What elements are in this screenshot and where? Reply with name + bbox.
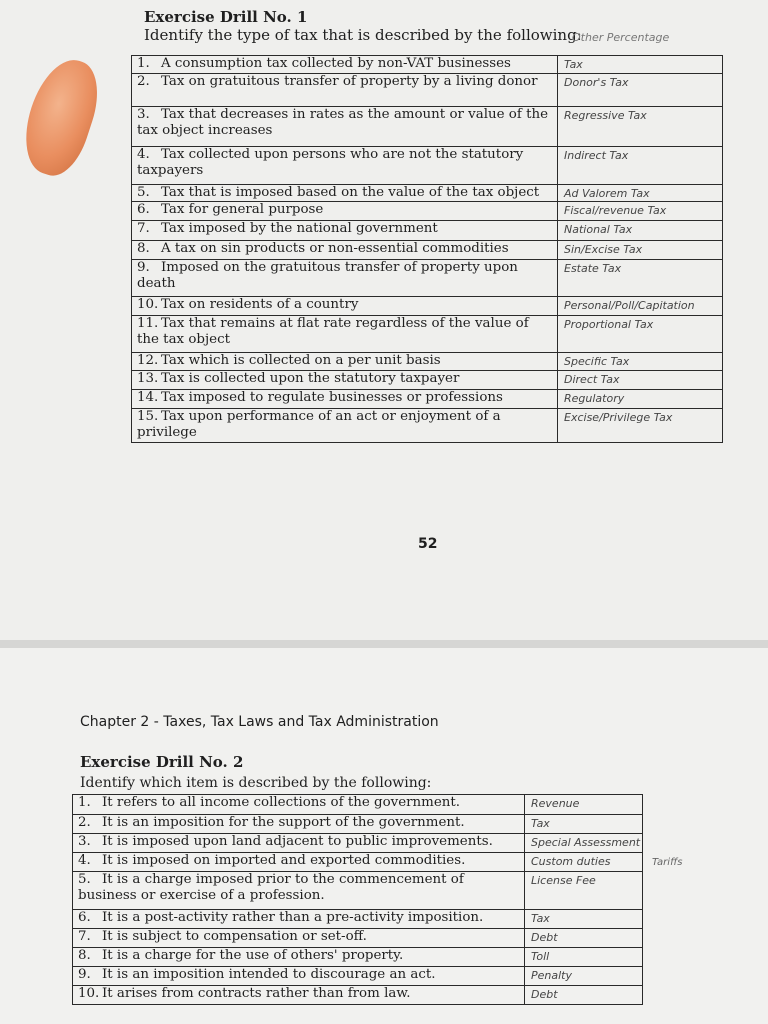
drill2-item-text: It arises from contracts rather than from law. (102, 986, 411, 1001)
drill2-item-text: It is an imposition intended to discourage an act. (102, 967, 436, 982)
drill1-handwritten-answer: Regressive Tax (558, 107, 723, 147)
drill2-row (73, 834, 643, 853)
drill1-handwritten-answer: Regulatory (558, 390, 723, 409)
drill1-handwritten-answer: Sin/Excise Tax (558, 241, 723, 260)
drill1-question (132, 371, 558, 390)
drill1-item-text: Tax upon performance of an act or enjoyment of a privilege (137, 409, 501, 440)
drill2-item-number: 3. (78, 834, 91, 849)
drill1-item-number: 1. (137, 56, 150, 71)
drill1-question (132, 353, 558, 371)
drill2-question (73, 795, 525, 815)
drill1-handwritten-answer: Donor's Tax (558, 74, 723, 107)
drill1-question (132, 74, 558, 107)
drill1-item-text: Tax that is imposed based on the value of the tax object (161, 185, 540, 200)
drill1-item-number: 15. (137, 409, 159, 424)
drill2-item-number: 2. (78, 815, 91, 830)
drill2-question (73, 853, 525, 872)
drill1-question (132, 390, 558, 409)
drill1-item-number: 5. (137, 185, 150, 200)
drill1-row (132, 316, 723, 353)
drill1-question (132, 107, 558, 147)
drill2-handwritten-answer: Tax (525, 815, 643, 834)
drill1-row (132, 371, 723, 390)
drill2-item-number: 7. (78, 929, 91, 944)
drill2-question (73, 910, 525, 929)
drill1-row (132, 297, 723, 316)
drill1-handwritten-answer: Tax (558, 56, 723, 74)
drill2-item-text: It is an imposition for the support of the government. (102, 815, 465, 830)
drill2-handwritten-answer: Special Assessment (525, 834, 643, 853)
drill1-row (132, 260, 723, 297)
drill2-question (73, 815, 525, 834)
drill2-row (73, 948, 643, 967)
drill2-item-text: It is a charge imposed prior to the commencement of business or exercise of a profession. (78, 872, 464, 903)
drill2-item-text: It refers to all income collections of the government. (102, 795, 461, 810)
drill2-handwritten-answer: Penalty (525, 967, 643, 986)
drill2-item-text: It is imposed on imported and exported commodities. (102, 853, 466, 868)
drill1-row (132, 56, 723, 74)
drill1-handwritten-answer: Specific Tax (558, 353, 723, 371)
drill1-handwritten-answer: Personal/Poll/Capitation (558, 297, 723, 316)
drill1-item-text: Tax on gratuitous transfer of property by a living donor (161, 74, 538, 89)
drill2-row (73, 967, 643, 986)
drill1-item-text: Tax for general purpose (161, 202, 324, 217)
drill2-item-number: 5. (78, 872, 91, 887)
drill2-instruction: Identify which item is described by the following: (80, 775, 432, 791)
drill1-item-text: Tax imposed to regulate businesses or professions (161, 390, 503, 405)
drill1-question (132, 297, 558, 316)
drill1-item-number: 7. (137, 221, 150, 236)
drill2-handwritten-answer: Revenue (525, 795, 643, 815)
drill2-row (73, 853, 643, 872)
drill1-item-number: 10. (137, 297, 159, 312)
drill1-item-text: Tax is collected upon the statutory taxpayer (161, 371, 460, 386)
drill1-question (132, 147, 558, 185)
drill1-item-text: Tax on residents of a country (161, 297, 359, 312)
drill2-handwritten-answer: Custom duties (525, 853, 643, 872)
drill1-item-number: 12. (137, 353, 159, 368)
drill1-handwritten-answer: Estate Tax (558, 260, 723, 297)
drill2-row (73, 815, 643, 834)
drill1-table (131, 55, 723, 443)
drill1-handwritten-answer: Direct Tax (558, 371, 723, 390)
drill2-row (73, 872, 643, 910)
drill2-row (73, 795, 643, 815)
drill2-row (73, 910, 643, 929)
drill1-row (132, 107, 723, 147)
drill1-row (132, 353, 723, 371)
drill1-handwritten-answer: Proportional Tax (558, 316, 723, 353)
drill2-handwritten-answer: License Fee (525, 872, 643, 910)
drill2-table (72, 794, 643, 1005)
drill1-item-text: Tax that remains at flat rate regardless of the value of the tax object (137, 316, 529, 347)
drill1-handwritten-answer: Excise/Privilege Tax (558, 409, 723, 443)
drill1-item-number: 14. (137, 390, 159, 405)
drill2-item-text: It is imposed upon land adjacent to public improvements. (102, 834, 493, 849)
drill2-handwritten-answer: Debt (525, 986, 643, 1005)
drill1-row (132, 147, 723, 185)
drill2-question (73, 872, 525, 910)
drill2-item-text: It is a charge for the use of others' property. (102, 948, 404, 963)
drill1-row (132, 409, 723, 443)
drill1-question (132, 185, 558, 202)
drill2-question (73, 929, 525, 948)
drill1-item-number: 3. (137, 107, 150, 122)
drill2-handwritten-answer: Toll (525, 948, 643, 967)
drill1-row (132, 202, 723, 221)
drill1-item-text: Tax which is collected on a per unit basis (161, 353, 441, 368)
drill2-title: Exercise Drill No. 2 (80, 753, 244, 771)
drill2-row (73, 986, 643, 1005)
drill1-handwritten-answer: Fiscal/revenue Tax (558, 202, 723, 221)
drill1-header-note: Other Percentage (572, 31, 670, 44)
drill2-item-number: 6. (78, 910, 91, 925)
drill2-item-number: 1. (78, 795, 91, 810)
drill1-item-number: 11. (137, 316, 159, 331)
drill1-item-text: A consumption tax collected by non-VAT businesses (161, 56, 511, 71)
drill1-question (132, 221, 558, 241)
drill2-handwritten-answer: Debt (525, 929, 643, 948)
drill2-question (73, 948, 525, 967)
chapter-heading: Chapter 2 - Taxes, Tax Laws and Tax Administration (80, 714, 439, 730)
drill1-row (132, 390, 723, 409)
drill1-item-number: 9. (137, 260, 150, 275)
drill1-item-number: 8. (137, 241, 150, 256)
drill1-question (132, 316, 558, 353)
drill2-item-number: 4. (78, 853, 91, 868)
drill2-item-text: It is subject to compensation or set-off. (102, 929, 367, 944)
drill1-item-number: 2. (137, 74, 150, 89)
drill1-item-text: Tax imposed by the national government (161, 221, 438, 236)
drill1-handwritten-answer: National Tax (558, 221, 723, 241)
drill1-question (132, 260, 558, 297)
drill2-item-text: It is a post-activity rather than a pre-activity imposition. (102, 910, 484, 925)
drill2-item-number: 8. (78, 948, 91, 963)
drill1-row (132, 221, 723, 241)
drill1-item-text: Tax that decreases in rates as the amount or value of the tax object increases (137, 107, 549, 138)
drill1-title: Exercise Drill No. 1 (144, 8, 308, 26)
drill2-item-number: 9. (78, 967, 91, 982)
drill1-question (132, 241, 558, 260)
drill2-question (73, 834, 525, 853)
drill2-question (73, 967, 525, 986)
drill2-question (73, 986, 525, 1005)
drill1-question (132, 202, 558, 221)
drill1-item-text: A tax on sin products or non-essential commodities (161, 241, 509, 256)
drill1-item-number: 4. (137, 147, 150, 162)
page-number: 52 (418, 536, 438, 552)
drill1-question (132, 56, 558, 74)
drill1-item-text: Imposed on the gratuitous transfer of property upon death (137, 260, 518, 291)
drill1-row (132, 241, 723, 260)
drill1-handwritten-answer: Indirect Tax (558, 147, 723, 185)
page-divider (0, 640, 768, 648)
drill1-question (132, 409, 558, 443)
drill1-row (132, 74, 723, 107)
drill2-margin-note: Tariffs (652, 857, 683, 868)
drill2-handwritten-answer: Tax (525, 910, 643, 929)
drill1-item-number: 6. (137, 202, 150, 217)
drill1-instruction: Identify the type of tax that is described by the following: (144, 26, 582, 44)
drill1-row (132, 185, 723, 202)
drill1-item-number: 13. (137, 371, 159, 386)
drill2-item-number: 10. (78, 986, 100, 1001)
drill1-handwritten-answer: Ad Valorem Tax (558, 185, 723, 202)
drill2-row (73, 929, 643, 948)
drill1-item-text: Tax collected upon persons who are not the statutory taxpayers (137, 147, 524, 178)
